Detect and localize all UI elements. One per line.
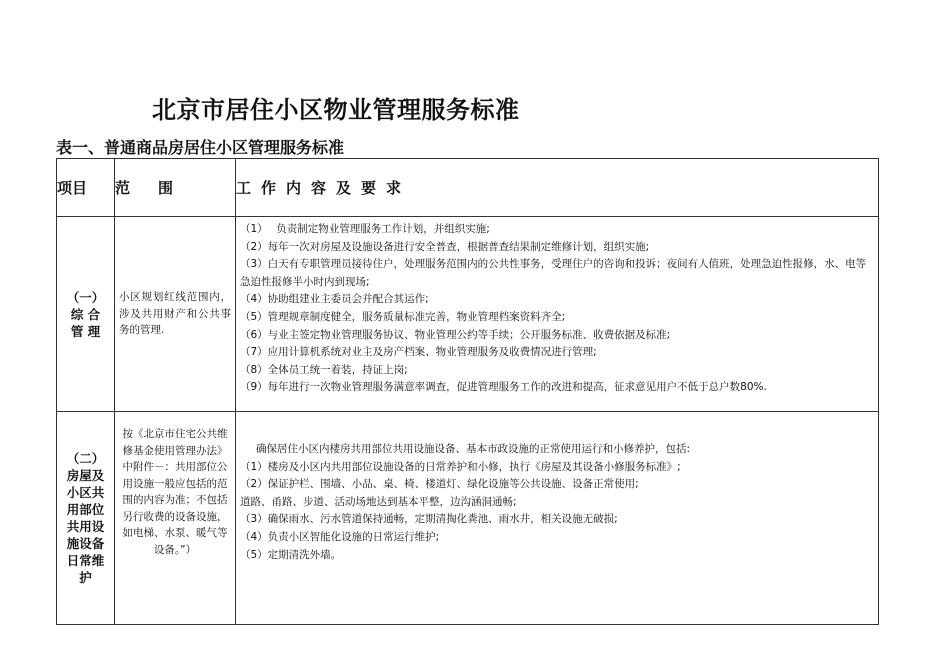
- content-line: （1） 负责制定物业管理服务工作计划，并组织实施;: [240, 223, 490, 235]
- table-row: [57, 412, 879, 625]
- item-name-line: 小区共: [66, 485, 105, 500]
- item-name-line: 综 合: [70, 306, 101, 322]
- scope-cell: 按《北京市住宅公共维修基金使用管理办法》中附件－：共用部位公用设施一般应包括的范围的内容为准；不包括另行收费的设备设施，如电梯、水泵、暖气等设备。”）: [115, 412, 236, 625]
- content-cell: [236, 412, 879, 625]
- service-standard-table: [56, 158, 879, 625]
- item-number: （一）: [66, 289, 105, 305]
- content-line: （8）全体员工统一着装，持证上岗;: [240, 363, 408, 376]
- item-name-line: 用部位: [66, 502, 105, 517]
- content-line: 道路、甬路、步道、活动场地达到基本平整，边沟涵洞通畅;: [240, 495, 517, 508]
- content-line: （3）白天有专职管理员接待住户，处理服务范围内的公共性事务，受理住户的咨询和投诉；夜间有人值班，处理急迫性报修，水、电等急迫性报修半小时内到现场;: [240, 258, 867, 288]
- header-scope-b: 围: [158, 179, 176, 197]
- header-content: 工作内容及要求: [236, 159, 879, 217]
- content-line: （3）确保雨水、污水管道保持通畅，定期清掏化粪池、雨水井，相关设施无破损;: [240, 513, 618, 526]
- content-line: （4）负责小区智能化设施的日常运行维护;: [240, 530, 440, 543]
- item-name-line: 管 理: [70, 323, 101, 339]
- item-name-line: 施设备: [66, 536, 105, 551]
- scope-cell: 小区规划红线范围内，涉及共用财产和公共事务的管理.: [115, 217, 236, 412]
- content-line: （2）保证护栏、围墙、小品、桌、椅、楼道灯、绿化设施等公共设施、设备正常使用;: [240, 478, 639, 491]
- content-line: （1）楼房及小区内共用部位设施设备的日常养护和小修，执行《房屋及其设备小修服务标准》;: [240, 460, 681, 473]
- content-line: （9）每年进行一次物业管理服务满意率调查，促进管理服务工作的改进和提高，征求意见用户不低于总户数80%.: [240, 381, 767, 394]
- header-scope-a: 范: [115, 179, 133, 197]
- content-line: （2）每年一次对房屋及设施设备进行安全普查，根据普查结果制定维修计划，组织实施;: [240, 240, 650, 253]
- content-line: （5）管理规章制度健全，服务质量标准完善，物业管理档案资料齐全;: [240, 310, 566, 323]
- content-line: （5）定期清洗外墙。: [240, 548, 342, 561]
- header-item: 项目: [57, 159, 115, 217]
- document-title: 北京市居住小区物业管理服务标准: [152, 96, 520, 124]
- table-header-row: [57, 159, 879, 217]
- item-number: （二）: [66, 451, 105, 466]
- header-scope: [115, 159, 236, 217]
- content-line: （4）协助组建业主委员会并配合其运作;: [240, 293, 429, 306]
- item-name-line: 房屋及: [66, 468, 105, 483]
- item-cell-maintenance: [57, 412, 115, 625]
- content-line: 确保居住小区内楼房共用部位共用设施设备、基本市政设施的正常使用运行和小修养护，包括:: [256, 443, 691, 455]
- item-cell-general-management: [57, 217, 115, 412]
- table-caption: 表一、普通商品房居住小区管理服务标准: [56, 138, 345, 157]
- item-name-line: 护: [79, 570, 92, 585]
- table-row: [57, 217, 879, 412]
- content-cell: [236, 217, 879, 412]
- item-name-line: 共用设: [66, 519, 105, 534]
- item-name-line: 日常维: [66, 553, 105, 568]
- content-line: （7）应用计算机系统对业主及房产档案、物业管理服务及收费情况进行管理;: [240, 346, 597, 359]
- content-line: （6）与业主签定物业管理服务协议、物业管理公约等手续；公开服务标准、收费依据及标准;: [240, 328, 671, 341]
